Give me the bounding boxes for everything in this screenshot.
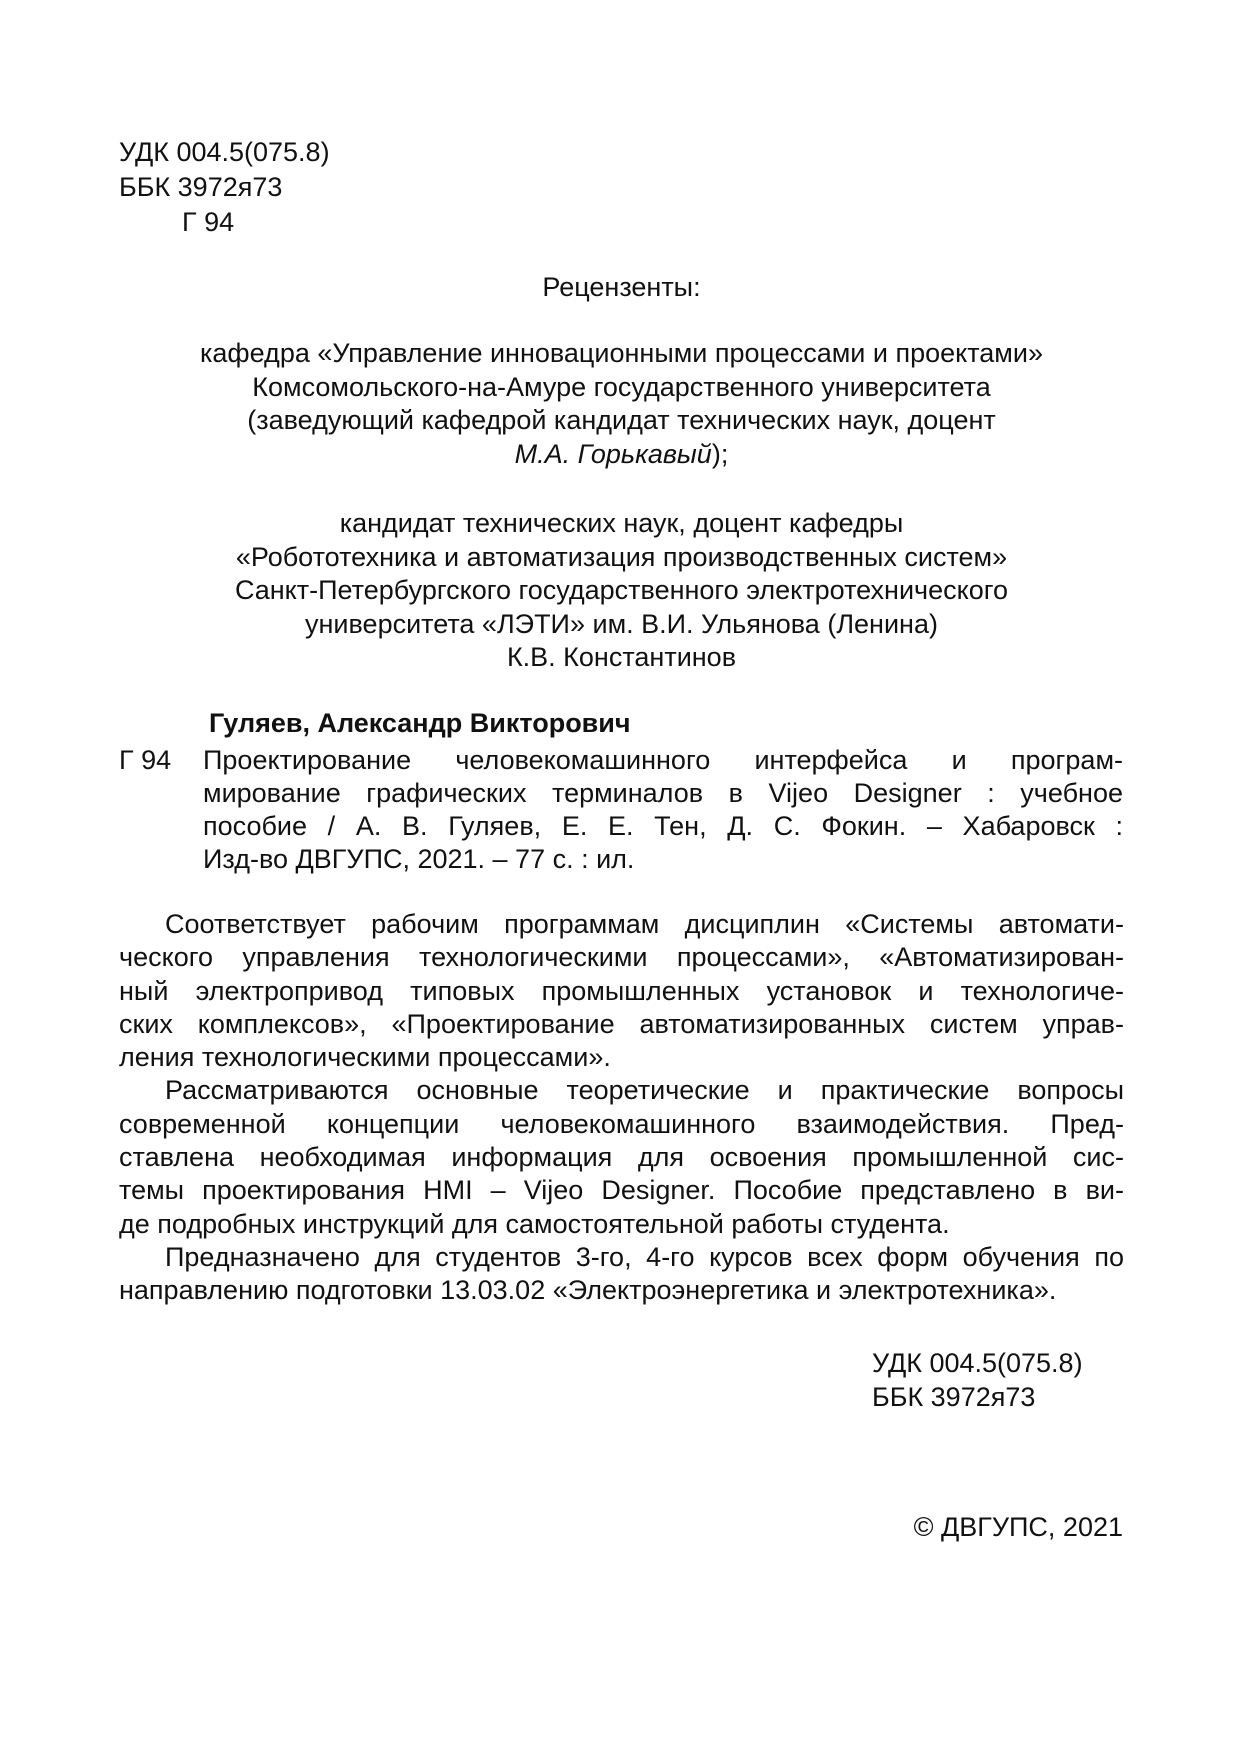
reviewer-second-name: К.В. Константинов <box>506 642 737 672</box>
bibliography-code: Г 94 <box>119 745 172 775</box>
reviewer-first-line-3: (заведующий кафедрой кандидат технических наук, доцент <box>247 405 996 435</box>
abstract-p2-line: темы проектирования HMI – Vijeo Designer. Пособие представлено в ви- <box>119 1175 1124 1206</box>
abstract-p3-line: направлению подготовки 13.03.02 «Электроэнергетика и электротехника». <box>119 1275 1057 1306</box>
bbk-code: ББК 3972я73 <box>119 172 283 202</box>
reviewer-first-name-suffix: ); <box>711 438 729 469</box>
bibliographic-description <box>203 744 1123 876</box>
bibliography-line: Проектирование человекомашинного интерфейса и програм- <box>203 745 1123 775</box>
reviewer-second <box>119 507 1124 675</box>
book-author: Гуляев, Александр Викторович <box>209 708 631 738</box>
bibliography-line: Изд-во ДВГУПС, 2021. – 77 с. : ил. <box>203 844 635 874</box>
udk-code: УДК 004.5(075.8) <box>119 137 330 167</box>
header-classification-codes <box>119 135 330 240</box>
reviewer-second-line-3: Санкт-Петербургского государственного электротехнического <box>234 575 1009 605</box>
abstract-p1-line: ления технологическими процессами». <box>119 1042 611 1073</box>
footer-udk-code: УДК 004.5(075.8) <box>872 1348 1083 1378</box>
copyright: © ДВГУПС, 2021 <box>913 1512 1123 1542</box>
reviewer-second-line-4: университета «ЛЭТИ» им. В.И. Ульянова (Ленина) <box>305 608 938 639</box>
footer-classification-codes <box>872 1346 1083 1414</box>
bibliography-line: мирование графических терминалов в Vijeo Designer : учебное <box>203 778 1123 808</box>
bibliography-line: пособие / А. В. Гуляев, Е. Е. Тен, Д. С. Фокин. – Хабаровск : <box>203 811 1123 841</box>
author-mark: Г 94 <box>182 207 235 237</box>
reviewer-first <box>119 337 1124 471</box>
abstract-p1-line: ный электропривод типовых промышленных установок и технологиче- <box>119 975 1124 1006</box>
abstract-p3-line: Предназначено для студентов 3-го, 4-го курсов всех форм обучения по <box>165 1241 1124 1272</box>
abstract-p2-line: ставлена необходимая информация для освоения промышленной сис- <box>119 1142 1124 1173</box>
abstract <box>119 908 1124 1308</box>
abstract-p1-line: ских комплексов», «Проектирование автоматизированных систем управ- <box>119 1008 1124 1039</box>
reviewer-first-name-line <box>119 438 1124 472</box>
reviewer-first-line-1: кафедра «Управление инновационными процессами и проектами» <box>200 338 1043 368</box>
reviewer-second-line-2: «Робототехника и автоматизация производственных систем» <box>235 541 1008 572</box>
abstract-p1-line: ческого управления технологическими процессами», «Автоматизирован- <box>119 942 1124 973</box>
reviewer-second-line-1: кандидат технических наук, доцент кафедры <box>339 508 904 538</box>
reviewers-title: Рецензенты: <box>542 272 701 302</box>
footer-bbk-code: ББК 3972я73 <box>872 1382 1036 1412</box>
reviewer-first-name: М.А. Горькавый <box>514 438 712 469</box>
abstract-p2-line: де подробных инструкций для самостоятельной работы студента. <box>119 1208 950 1239</box>
abstract-p2-line: современной концепции человекомашинного взаимодействия. Пред- <box>119 1108 1124 1139</box>
abstract-p1-line: Соответствует рабочим программам дисциплин «Системы автомати- <box>165 909 1124 939</box>
reviewer-first-line-2: Комсомольского-на-Амуре государственного университета <box>252 371 991 402</box>
abstract-p2-line: Рассматриваются основные теоретические и практические вопросы <box>165 1075 1124 1106</box>
